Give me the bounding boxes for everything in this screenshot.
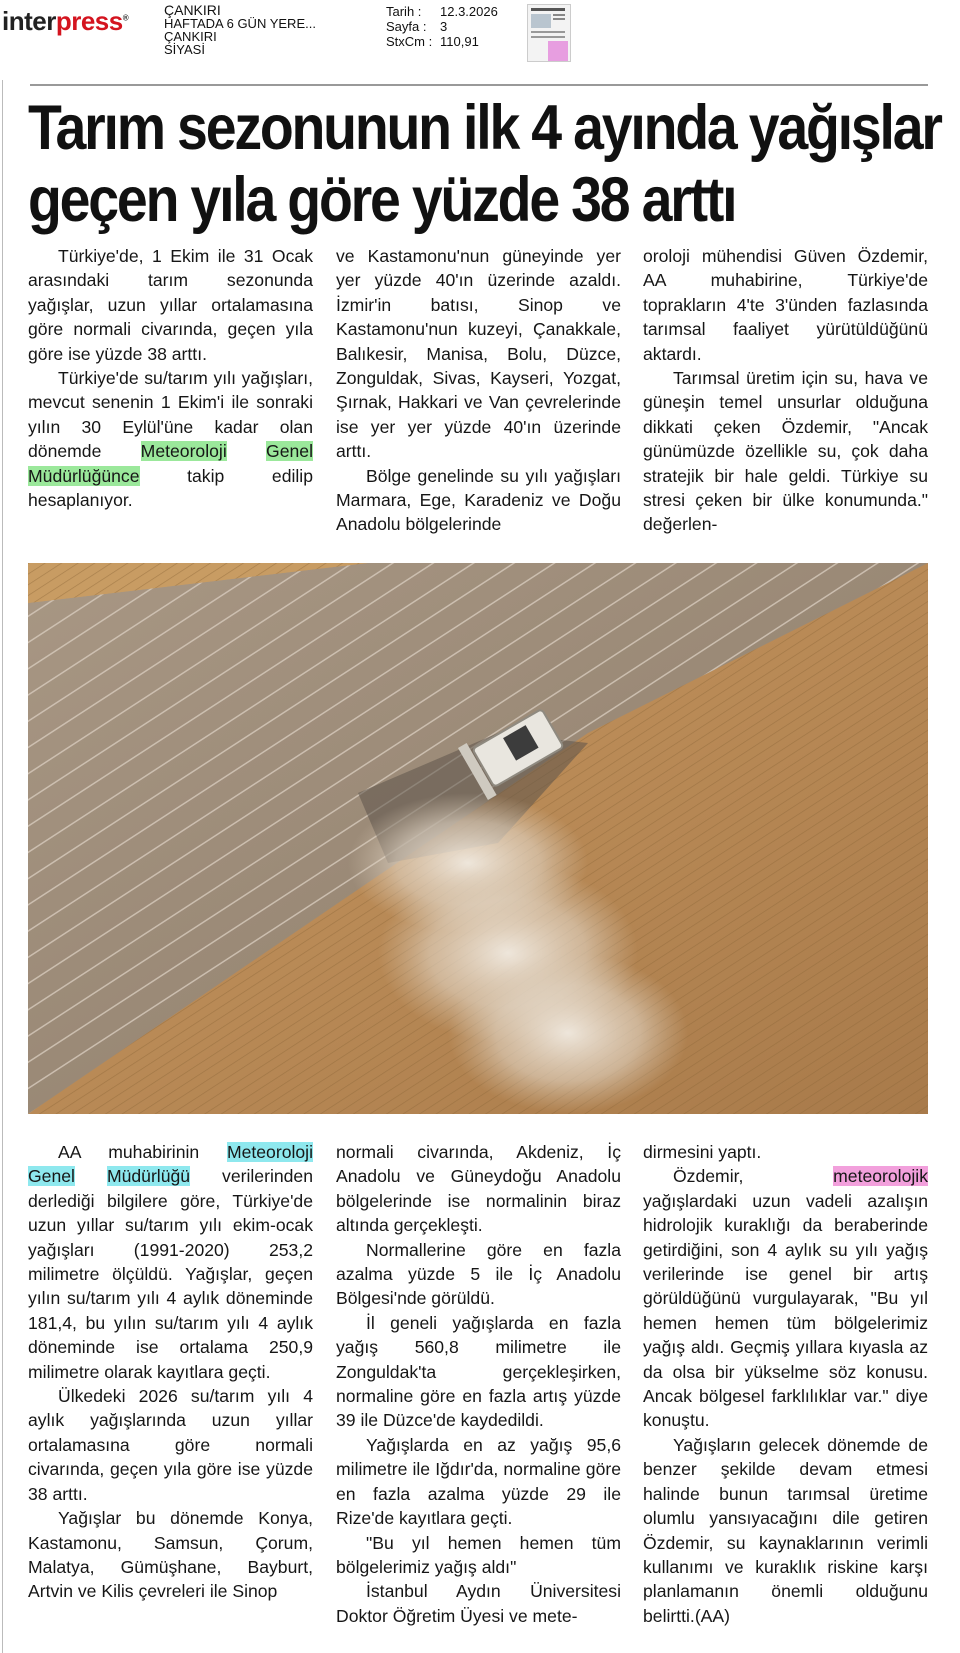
subheading: "Bu yıl hemen hemen tüm bölgelerimiz yağış aldı" [336, 1532, 621, 1577]
photo-illustration [28, 563, 928, 1114]
paragraph: Özdemir, meteorolojik yağışlardaki uzun vadeli azalışın hidrolojik kuraklığı da beraberinde getirdiğini, son 4 aylık su yılı yağış verilerinde ise genel bir artış görüldüğünü vurgulayarak, "Bu yıl hemen hemen tüm bölgelerimiz yağış aldı. Geçmiş yıllara kıyasla az da olsa bir yükselme söz konusu. Ancak bölgesel farklılıklar var." diye konuştu. [643, 1166, 928, 1431]
top-column-2 [336, 244, 621, 537]
top-column-1 [28, 244, 313, 512]
paragraph: Tarımsal üretim için su, hava ve güneşin temel unsurlar olduğuna dikkati çeken Özdemir, "Ancak günümüzde özellikle su, çok daha stratejik bir hale geldi. Türkiye su stresi çeken bir ülke konumunda." değerlen- [643, 368, 928, 535]
date-label: Tarih : [386, 4, 422, 19]
bottom-column-1 [28, 1140, 313, 1604]
page-thumbnail[interactable] [527, 4, 571, 62]
bottom-column-2 [336, 1140, 621, 1628]
headline-line-2: geçen yıla göre yüzde 38 arttı [28, 165, 736, 235]
page-label: Sayfa : [386, 19, 427, 34]
left-margin-rule [2, 80, 3, 1653]
size-label: StxCm : [386, 34, 433, 49]
bottom-column-3 [643, 1140, 928, 1628]
paragraph: AA muhabirinin Meteoroloji Genel Müdürlüğü verilerinden derlediği bilgilere göre, Türkiye'de uzun yıllar su/tarım yılı ekim-ocak yağışları (1991-2020) 253,2 milimetre ölçüldü. Yağışlar, geçen yılın su/tarım yılı 4 aylık döneminde 181,4, bu yılın su/tarım yılı 4 aylık döneminde ise ortalama 250,9 milimetre olarak kayıtlara geçti. [28, 1142, 314, 1382]
thumbnail-highlight [548, 41, 568, 61]
interpress-logo: interpress® [2, 6, 129, 36]
clipping-info [386, 4, 498, 49]
article-headline [28, 92, 941, 236]
highlight-meteoroloji-genel: Meteoroloji Genel [28, 1142, 313, 1187]
paragraph: İl geneli yağışlarda en fazla yağış 560,8 milimetre ile Zonguldak'ta gerçekleşirken, normaline göre en fazla artış yüzde 39 ile Düzce'de kaydedildi. [336, 1312, 621, 1431]
publication-city: ÇANKIRI [164, 29, 217, 44]
top-divider [30, 84, 928, 86]
highlight-mudurlugu: Müdürlüğü [106, 1166, 191, 1187]
paragraph: Ülkedeki 2026 su/tarım yılı 4 aylık yağışlarında uzun yıllar ortalamasına göre normali civarında, geçen yıla göre ise yüzde 38 arttı. [28, 1386, 313, 1504]
harvest-aerial-photo [28, 563, 928, 1114]
paragraph: normali civarında, Akdeniz, İç Anadolu ve Güneydoğu Anadolu bölgelerinde ise normalinin biraz altında gerçekleşti. [336, 1142, 621, 1236]
publication-meta [164, 4, 316, 56]
paragraph: Normallerine göre en fazla azalma yüzde 5 ile İç Anadolu Bölgesi'nde görüldü. [336, 1239, 621, 1309]
publication-section: SİYASİ [164, 42, 205, 57]
paragraph: Yağışlar bu dönemde Konya, Kastamonu, Samsun, Çorum, Malatya, Gümüşhane, Bayburt, Artvin ve Kilis çevreleri ile Sinop [28, 1508, 313, 1602]
paragraph: İstanbul Aydın Üniversitesi Doktor Öğretim Üyesi ve mete- [336, 1581, 621, 1626]
size-value: 110,91 [440, 34, 479, 49]
highlight-meteorolojik: meteorolojik [833, 1166, 928, 1187]
paragraph: Yağışların gelecek dönemde de benzer şekilde devam etmesi halinde bunun tarımsal üretime olumlu yansıyacağını dile getiren Özdemir, su kaynaklarının verimli kullanımı ve kuraklık riskine karşı planlamanın önemli olduğunu belirtti.(AA) [643, 1434, 928, 1626]
date-value: 12.3.2026 [440, 4, 498, 19]
publication-name: ÇANKIRI [164, 2, 221, 18]
headline-line-1: Tarım sezonunun ilk 4 ayında yağışlar [28, 93, 941, 163]
clipping-header [0, 0, 960, 70]
paragraph: Bölge genelinde su yılı yağışları Marmara, Ege, Karadeniz ve Doğu Anadolu bölgelerinde [336, 465, 621, 535]
paragraph: Türkiye'de, 1 Ekim ile 31 Ocak arasındaki tarım sezonunda yağışlar, uzun yıllar ortalamasına göre normali civarında, geçen yıla göre ise yüzde 38 arttı. [28, 246, 313, 364]
highlight-meteoroloji: Meteoroloji [140, 441, 227, 462]
highlight-genel-mudurlugunce: Genel Müdürlüğünce [28, 441, 313, 486]
top-column-3 [643, 244, 928, 537]
page-value: 3 [440, 19, 448, 34]
paragraph: ve Kastamonu'nun güneyinde yer yer yüzde 40'ın üzerinde azaldı. İzmir'in batısı, Sinop ve Kastamonu'nun kuzeyi, Çanakkale, Balıkesir, Manisa, Bolu, Düzce, Zonguldak, Sivas, Kayseri, Yozgat, Şırnak, Hakkari ve Van çevrelerinde ise yer yer yüzde 40'ın üzerinde arttı. [336, 246, 621, 462]
paragraph: Türkiye'de su/tarım yılı yağışları, mevcut senenin 1 Ekim'i ile sonraki yılın 30 Eylül'üne kadar olan dönemde Meteoroloji Genel Müdürlüğünce takip edilip hesaplanıyor. [28, 368, 313, 511]
publication-edition: HAFTADA 6 GÜN YERE... [164, 16, 316, 31]
paragraph: Yağışlarda en az yağış 95,6 milimetre ile Iğdır'da, normaline göre en fazla azalma yüzde 29 ile Rize'de kayıtlara geçti. [336, 1434, 621, 1529]
paragraph: dirmesini yaptı. [643, 1142, 762, 1162]
paragraph: oroloji mühendisi Güven Özdemir, AA muhabirine, Türkiye'de toprakların 4'te 3'ünden fazlasında tarımsal faaliyet yürütüldüğünü aktardı. [643, 246, 928, 364]
